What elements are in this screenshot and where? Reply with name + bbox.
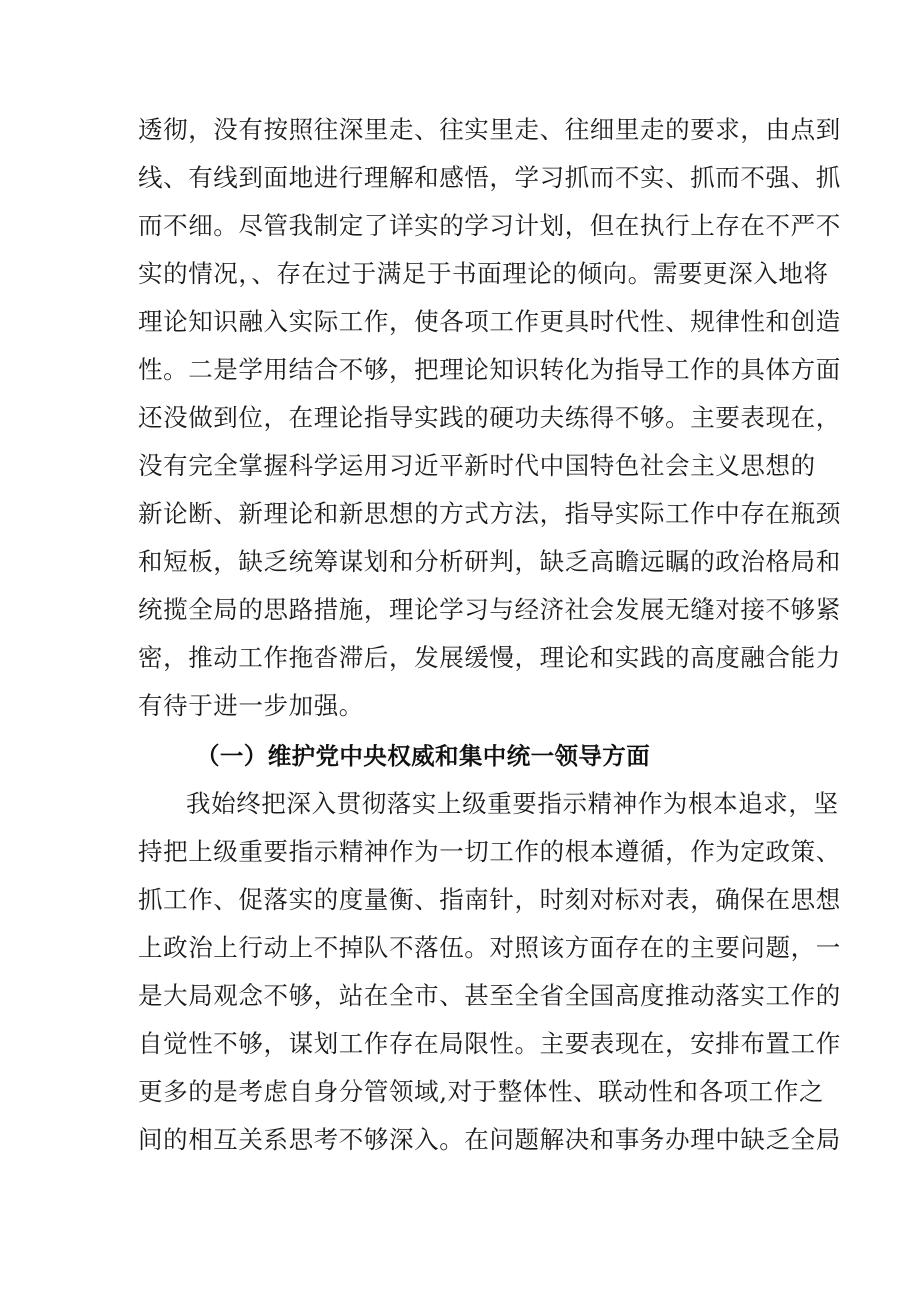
text-line: 间的相互关系思考不够深入。在问题解决和事务办理中缺乏全局 — [138, 1125, 841, 1154]
text-line: 有待于进一步加强。 — [138, 691, 364, 720]
text-line: 理论知识融入实际工作，使各项工作更具时代性、规律性和创造 — [138, 307, 841, 336]
text-line: 线、有线到面地进行理解和感悟，学习抓而不实、抓而不强、抓 — [138, 163, 841, 192]
text-line: 透彻，没有按照往深里走、往实里走、往细里走的要求，由点到 — [138, 115, 841, 144]
text-line: 密，推动工作拖沓滞后，发展缓慢，理论和实践的高度融合能力 — [138, 643, 841, 672]
text-line: 新论断、新理论和新思想的方式方法，指导实际工作中存在瓶颈 — [138, 499, 841, 528]
text-line: 性。二是学用结合不够，把理论知识转化为指导工作的具体方面 — [138, 355, 841, 384]
text-line: 统揽全局的思路措施，理论学习与经济社会发展无缝对接不够紧 — [138, 595, 841, 624]
text-line: 是大局观念不够，站在全市、甚至全省全国高度推动落实工作的 — [138, 981, 841, 1010]
text-line: 我始终把深入贯彻落实上级重要指示精神作为根本追求，坚 — [186, 789, 839, 818]
text-line: 抓工作、促落实的度量衡、指南针，时刻对标对表，确保在思想 — [138, 885, 841, 914]
text-line: 还没做到位，在理论指导实践的硬功夫练得不够。主要表现在， — [138, 403, 841, 432]
text-line: 更多的是考虑自身分管领域,对于整体性、联动性和各项工作之 — [138, 1077, 825, 1106]
text-line: 自觉性不够，谋划工作存在局限性。主要表现在，安排布置工作 — [138, 1029, 841, 1058]
text-line: 而不细。尽管我制定了详实的学习计划，但在执行上存在不严不 — [138, 211, 841, 240]
text-line: 实的情况，、存在过于满足于书面理论的倾向。需要更深入地将 — [138, 259, 829, 288]
text-line: 持把上级重要指示精神作为一切工作的根本遵循，作为定政策、 — [138, 837, 841, 866]
section-heading: （一）维护党中央权威和集中统一领导方面 — [196, 742, 651, 770]
text-line: 上政治上行动上不掉队不落伍。对照该方面存在的主要问题，一 — [138, 933, 841, 962]
text-line: 和短板，缺乏统筹谋划和分析研判，缺乏高瞻远瞩的政治格局和 — [138, 547, 841, 576]
text-line: 没有完全掌握科学运用习近平新时代中国特色社会主义思想的 — [138, 451, 816, 480]
